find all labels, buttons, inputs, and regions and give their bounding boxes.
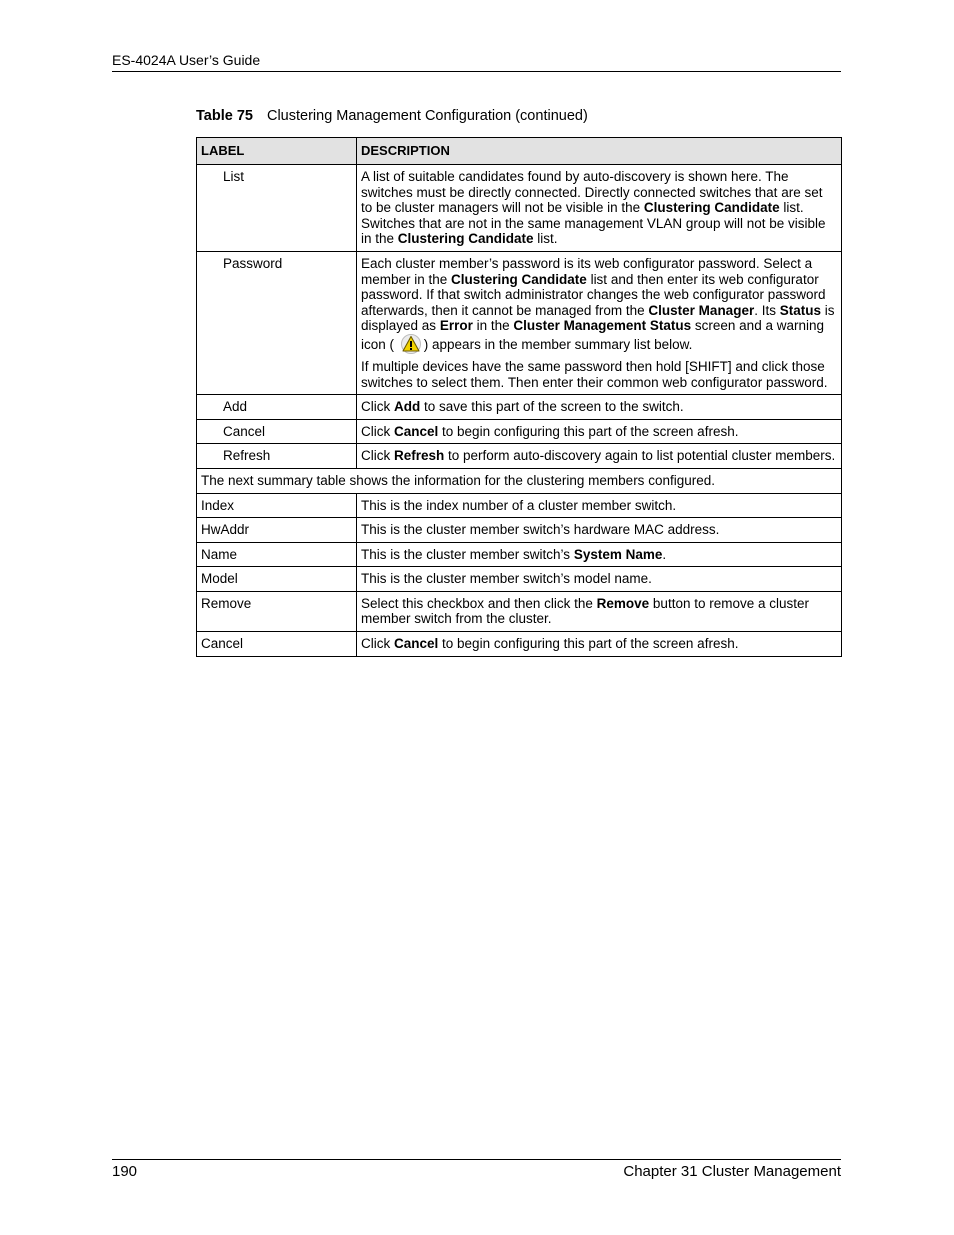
- page-header: [112, 52, 841, 72]
- row-label: Password: [197, 251, 357, 394]
- label-column-header: LABEL: [197, 138, 357, 165]
- row-label: HwAddr: [197, 518, 357, 543]
- table-row: [197, 395, 842, 420]
- text: list.: [533, 231, 558, 247]
- row-label: List: [197, 165, 357, 252]
- text: Click: [361, 448, 394, 464]
- table-title: Clustering Management Configuration (continued): [266, 108, 588, 124]
- row-description: [357, 165, 842, 252]
- text: A list of suitable candidates found by auto-discovery is shown here. The switches must be directly connected. Directly connected switches that are set to be cluster managers will not be visible in the: [361, 169, 823, 216]
- config-table: [196, 137, 842, 657]
- text: in the: [472, 318, 514, 334]
- guide-title: ES-4024A User’s Guide: [112, 52, 261, 68]
- table-header-row: [197, 138, 842, 165]
- row-label: Name: [197, 542, 357, 567]
- bold-text: Error: [439, 318, 473, 334]
- text: list. Switches that are not in the same management VLAN group will not be visible in the: [361, 200, 826, 247]
- row-description: [357, 419, 842, 444]
- bold-text: Remove: [596, 595, 650, 611]
- text: to begin configuring this part of the screen afresh.: [438, 636, 739, 652]
- row-description: This is the cluster member switch’s model name.: [357, 567, 842, 592]
- table-row: [197, 165, 842, 252]
- row-description: [357, 591, 842, 631]
- text: to begin configuring this part of the screen afresh.: [438, 423, 739, 439]
- row-label: Refresh: [197, 444, 357, 469]
- bold-text: Cancel: [394, 423, 439, 439]
- text: Each cluster member’s password is its web configurator password. Select a member in the: [361, 255, 813, 287]
- bold-text: Add: [394, 399, 421, 415]
- table-number: Table 75: [196, 108, 253, 124]
- bold-text: Cancel: [394, 636, 439, 652]
- row-description: [357, 632, 842, 657]
- row-label: Remove: [197, 591, 357, 631]
- text: .: [662, 546, 667, 562]
- row-label: Cancel: [197, 632, 357, 657]
- table-row: [197, 444, 842, 469]
- row-description: [357, 251, 842, 394]
- table-row: [197, 251, 842, 394]
- text: . Its: [754, 302, 780, 318]
- bold-text: Clustering Candidate: [451, 271, 587, 287]
- row-label: Model: [197, 567, 357, 592]
- chapter-title: Chapter 31 Cluster Management: [623, 1163, 841, 1180]
- table-row: [197, 518, 842, 543]
- text: Select this checkbox and then click the: [361, 595, 597, 611]
- bold-text: System Name: [573, 546, 663, 562]
- text: ) appears in the member summary list below.: [423, 336, 693, 352]
- bold-text: Refresh: [394, 448, 445, 464]
- table-row: [197, 419, 842, 444]
- text: screen and a warning icon (: [361, 318, 824, 352]
- bold-text: Cluster Management Status: [513, 318, 692, 334]
- text: button to remove a cluster member switch from the cluster.: [361, 595, 810, 627]
- text: This is the cluster member switch’s: [361, 546, 574, 562]
- description-column-header: DESCRIPTION: [357, 138, 842, 165]
- page-number: 190: [112, 1163, 138, 1180]
- text: to save this part of the screen to the switch.: [420, 399, 684, 415]
- text: Click: [361, 423, 394, 439]
- row-label: Index: [197, 493, 357, 518]
- table-row: [197, 468, 842, 493]
- text: to perform auto-discovery again to list potential cluster members.: [444, 448, 836, 464]
- bold-text: Clustering Candidate: [643, 200, 780, 216]
- text: is displayed as: [361, 302, 835, 334]
- warning-icon: [400, 334, 422, 354]
- row-description: [357, 542, 842, 567]
- table-row: [197, 632, 842, 657]
- row-label: Cancel: [197, 419, 357, 444]
- table-row: [197, 493, 842, 518]
- bold-text: Status: [779, 302, 821, 318]
- table-row: [197, 542, 842, 567]
- page-footer: [112, 1159, 841, 1180]
- table-caption: [196, 108, 588, 124]
- row-label: Add: [197, 395, 357, 420]
- description-paragraph: If multiple devices have the same password then hold [SHIFT] and click those switches to select them. Then enter their common web configurator password.: [361, 358, 828, 390]
- table-row: [197, 567, 842, 592]
- summary-note: The next summary table shows the information for the clustering members configured.: [197, 468, 842, 493]
- text: Click: [361, 636, 394, 652]
- table-row: [197, 591, 842, 631]
- text: list and then enter its web configurator password. If that switch administrator changes the web configurator password afterwards, then it cannot be managed from the: [361, 271, 826, 318]
- row-description: This is the index number of a cluster member switch.: [357, 493, 842, 518]
- row-description: [357, 395, 842, 420]
- bold-text: Cluster Manager: [648, 302, 755, 318]
- row-description: This is the cluster member switch’s hardware MAC address.: [357, 518, 842, 543]
- text: Click: [361, 399, 394, 415]
- row-description: [357, 444, 842, 469]
- description-paragraph: [361, 256, 837, 354]
- bold-text: Clustering Candidate: [397, 231, 534, 247]
